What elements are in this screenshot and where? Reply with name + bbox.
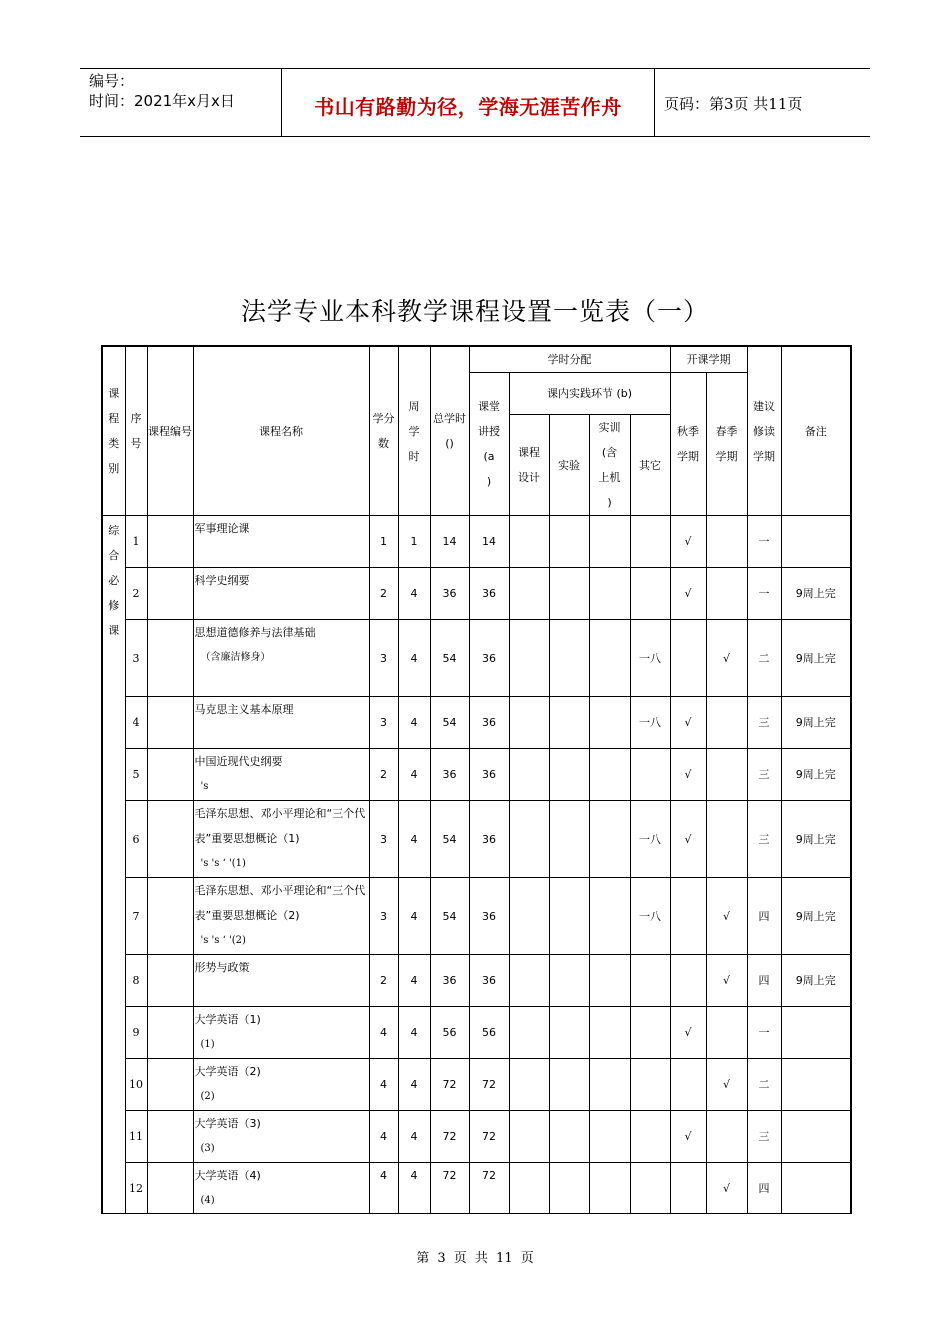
course-name: 大学英语（2) [194, 1065, 261, 1078]
seq-cell: 8 [125, 955, 147, 1007]
total-hours-cell: 72 [430, 1111, 469, 1163]
header-practice: 课内实践环节 (b) [509, 373, 670, 415]
course-name-cell [193, 801, 369, 878]
course-name-sub: 's 's ‘ '(2) [200, 935, 246, 946]
autumn-cell [670, 1059, 706, 1111]
table-row [102, 1111, 851, 1163]
seq-cell: 4 [125, 697, 147, 749]
code-cell [147, 878, 193, 955]
total-hours-cell: 56 [430, 1007, 469, 1059]
design-cell [509, 1007, 549, 1059]
course-name-cell [193, 1007, 369, 1059]
autumn-cell [670, 620, 706, 697]
training-cell [589, 1007, 630, 1059]
seq-cell: 3 [125, 620, 147, 697]
credits-cell: 2 [369, 568, 398, 620]
header-suggested [747, 346, 781, 516]
header-remark: 备注 [781, 346, 851, 516]
design-cell [509, 568, 549, 620]
remark-cell [781, 516, 851, 568]
total-hours-cell: 36 [430, 568, 469, 620]
credits-cell: 3 [369, 878, 398, 955]
total-hours-cell: 54 [430, 620, 469, 697]
design-cell [509, 955, 549, 1007]
header-total-hours-text: 总学时 () [433, 412, 466, 450]
other-cell [630, 749, 670, 801]
credits-cell: 3 [369, 697, 398, 749]
total-hours-cell: 72 [430, 1163, 469, 1214]
page-footer: 第 3 页 共 11 页 [416, 1251, 534, 1266]
lecture-cell: 56 [469, 1007, 509, 1059]
week-hours-cell: 4 [398, 749, 430, 801]
table-row [102, 620, 851, 697]
header-week-hours [398, 346, 430, 516]
design-cell [509, 801, 549, 878]
remark-cell [781, 1163, 851, 1214]
header-lecture [469, 373, 509, 516]
autumn-cell: √ [670, 749, 706, 801]
course-name-cell [193, 697, 369, 749]
course-name: 大学英语（4) [194, 1169, 261, 1182]
seq-cell: 11 [125, 1111, 147, 1163]
autumn-cell: √ [670, 697, 706, 749]
table-row [102, 801, 851, 878]
design-cell [509, 1163, 549, 1214]
other-cell [630, 955, 670, 1007]
training-cell [589, 516, 630, 568]
table-row [102, 697, 851, 749]
spring-cell: √ [706, 1163, 747, 1214]
suggested-cell: 二 [747, 1059, 781, 1111]
header-category-text: 课 程 类 别 [108, 387, 120, 475]
course-name: 形势与政策 [194, 961, 250, 974]
training-cell [589, 1059, 630, 1111]
week-hours-cell: 4 [398, 568, 430, 620]
training-cell [589, 697, 630, 749]
course-name-sub: 's [200, 781, 209, 792]
other-cell: 一八 [630, 620, 670, 697]
remark-cell: 9周上完 [781, 749, 851, 801]
experiment-cell [549, 516, 589, 568]
spring-cell [706, 516, 747, 568]
remark-cell: 9周上完 [781, 568, 851, 620]
course-name-sub: (1) [200, 1039, 215, 1050]
week-hours-cell: 4 [398, 697, 430, 749]
code-cell [147, 955, 193, 1007]
experiment-cell [549, 1007, 589, 1059]
training-cell [589, 568, 630, 620]
header-divider [654, 69, 655, 136]
header-seq-text: 序 号 [130, 412, 142, 450]
design-cell [509, 878, 549, 955]
header-seq [125, 346, 147, 516]
autumn-cell [670, 878, 706, 955]
training-cell [589, 749, 630, 801]
lecture-cell: 36 [469, 955, 509, 1007]
autumn-cell [670, 1163, 706, 1214]
course-name: 中国近现代史纲要 [194, 755, 283, 768]
lecture-cell: 36 [469, 568, 509, 620]
design-cell [509, 620, 549, 697]
header-hours-distribution: 学时分配 [469, 346, 670, 373]
spring-cell [706, 801, 747, 878]
table-row [102, 878, 851, 955]
week-hours-cell: 4 [398, 878, 430, 955]
other-cell [630, 516, 670, 568]
autumn-cell: √ [670, 1111, 706, 1163]
header-credits [369, 346, 398, 516]
experiment-cell [549, 955, 589, 1007]
code-cell [147, 620, 193, 697]
lecture-cell: 14 [469, 516, 509, 568]
remark-cell: 9周上完 [781, 620, 851, 697]
experiment-cell [549, 1059, 589, 1111]
total-hours-cell: 54 [430, 697, 469, 749]
header-autumn-text: 秋季 学期 [677, 425, 699, 463]
code-cell [147, 1007, 193, 1059]
header-page-info: 页码：第3页 共11页 [664, 95, 803, 113]
remark-cell: 9周上完 [781, 878, 851, 955]
code-cell [147, 1163, 193, 1214]
training-cell [589, 878, 630, 955]
credits-cell: 2 [369, 955, 398, 1007]
header-experiment: 实验 [549, 415, 589, 516]
table-row [102, 749, 851, 801]
total-hours-cell: 54 [430, 878, 469, 955]
category-cell [102, 516, 125, 1214]
credits-cell: 4 [369, 1007, 398, 1059]
course-name: 大学英语（3) [194, 1117, 261, 1130]
header-meta [89, 71, 235, 111]
header-credits-text: 学分 数 [372, 412, 395, 450]
suggested-cell: 二 [747, 620, 781, 697]
experiment-cell [549, 1111, 589, 1163]
header-suggested-text: 建议 修读 学期 [753, 399, 775, 463]
header-motto: 书山有路勤为径，学海无涯苦作舟 [314, 95, 622, 119]
suggested-cell: 四 [747, 955, 781, 1007]
suggested-cell: 一 [747, 1007, 781, 1059]
autumn-cell [670, 955, 706, 1007]
week-hours-cell: 4 [398, 620, 430, 697]
other-cell: 一八 [630, 697, 670, 749]
table-row [102, 1163, 851, 1214]
lecture-cell: 36 [469, 878, 509, 955]
header-week-hours-text: 周 学 时 [408, 399, 420, 463]
lecture-cell: 36 [469, 697, 509, 749]
course-name-cell [193, 1111, 369, 1163]
course-name-sub: 's 's ‘ '(1) [200, 858, 246, 869]
seq-cell: 2 [125, 568, 147, 620]
week-hours-cell: 4 [398, 801, 430, 878]
code-cell [147, 1059, 193, 1111]
remark-cell: 9周上完 [781, 955, 851, 1007]
header-spring [706, 373, 747, 516]
table-row [102, 516, 851, 568]
week-hours-cell: 4 [398, 1007, 430, 1059]
course-name: 思想道德修养与法律基础 [194, 626, 316, 639]
spring-cell: √ [706, 1059, 747, 1111]
other-cell: 一八 [630, 878, 670, 955]
category-label: 综 合 必 修 课 [108, 524, 120, 637]
training-cell [589, 1163, 630, 1214]
credits-cell: 3 [369, 620, 398, 697]
code-cell [147, 697, 193, 749]
course-name-cell [193, 955, 369, 1007]
experiment-cell [549, 1163, 589, 1214]
spring-cell: √ [706, 878, 747, 955]
spring-cell [706, 568, 747, 620]
course-name: 军事理论课 [194, 522, 250, 535]
credits-cell: 4 [369, 1163, 398, 1214]
seq-cell: 5 [125, 749, 147, 801]
code-cell [147, 1111, 193, 1163]
seq-cell: 1 [125, 516, 147, 568]
other-cell [630, 1163, 670, 1214]
week-hours-cell: 4 [398, 1163, 430, 1214]
lecture-cell: 36 [469, 620, 509, 697]
total-hours-cell: 36 [430, 955, 469, 1007]
experiment-cell [549, 749, 589, 801]
course-name-cell [193, 749, 369, 801]
design-cell [509, 749, 549, 801]
remark-cell: 9周上完 [781, 801, 851, 878]
seq-cell: 7 [125, 878, 147, 955]
design-cell [509, 1059, 549, 1111]
other-cell: 一八 [630, 801, 670, 878]
total-hours-cell: 72 [430, 1059, 469, 1111]
suggested-cell: 一 [747, 516, 781, 568]
course-name-sub: (3) [200, 1143, 215, 1154]
credits-cell: 1 [369, 516, 398, 568]
spring-cell: √ [706, 620, 747, 697]
code-cell [147, 516, 193, 568]
suggested-cell: 三 [747, 1111, 781, 1163]
seq-cell: 9 [125, 1007, 147, 1059]
course-table-body [102, 516, 851, 1214]
autumn-cell: √ [670, 801, 706, 878]
code-cell [147, 749, 193, 801]
course-name-cell [193, 516, 369, 568]
header-category [102, 346, 125, 516]
suggested-cell: 三 [747, 749, 781, 801]
seq-cell: 12 [125, 1163, 147, 1214]
experiment-cell [549, 697, 589, 749]
seq-cell: 6 [125, 801, 147, 878]
design-cell [509, 1111, 549, 1163]
credits-cell: 4 [369, 1111, 398, 1163]
table-left-edge [101, 1185, 103, 1193]
spring-cell [706, 697, 747, 749]
credits-cell: 2 [369, 749, 398, 801]
course-name-cell [193, 568, 369, 620]
autumn-cell: √ [670, 1007, 706, 1059]
header-semester: 开课学期 [670, 346, 747, 373]
week-hours-cell: 4 [398, 1059, 430, 1111]
document-title: 法学专业本科教学课程设置一览表（一） [240, 297, 709, 326]
spring-cell [706, 1111, 747, 1163]
suggested-cell: 一 [747, 568, 781, 620]
header-name: 课程名称 [193, 346, 369, 516]
header-design [509, 415, 549, 516]
lecture-cell: 72 [469, 1059, 509, 1111]
experiment-cell [549, 620, 589, 697]
other-cell [630, 1111, 670, 1163]
other-cell [630, 568, 670, 620]
course-name-cell [193, 620, 369, 697]
seq-cell: 10 [125, 1059, 147, 1111]
header-training [589, 415, 630, 516]
course-name-cell [193, 1059, 369, 1111]
lecture-cell: 36 [469, 749, 509, 801]
experiment-cell [549, 878, 589, 955]
remark-cell [781, 1059, 851, 1111]
week-hours-cell: 1 [398, 516, 430, 568]
table-row [102, 568, 851, 620]
remark-cell [781, 1007, 851, 1059]
training-cell [589, 1111, 630, 1163]
training-cell [589, 620, 630, 697]
autumn-cell: √ [670, 516, 706, 568]
total-hours-cell: 36 [430, 749, 469, 801]
other-cell [630, 1007, 670, 1059]
suggested-cell: 四 [747, 1163, 781, 1214]
design-cell [509, 697, 549, 749]
code-cell [147, 568, 193, 620]
spring-cell: √ [706, 955, 747, 1007]
header-lecture-text: 课堂 讲授 (a ) [478, 400, 500, 488]
lecture-cell: 72 [469, 1111, 509, 1163]
header-code: 课程编号 [147, 346, 193, 516]
training-cell [589, 955, 630, 1007]
week-hours-cell: 4 [398, 955, 430, 1007]
header-spring-text: 春季 学期 [715, 425, 738, 463]
header-other: 其它 [630, 415, 670, 516]
remark-cell: 9周上完 [781, 697, 851, 749]
total-hours-cell: 54 [430, 801, 469, 878]
experiment-cell [549, 568, 589, 620]
week-hours-cell: 4 [398, 1111, 430, 1163]
design-cell [509, 516, 549, 568]
course-name: 科学史纲要 [194, 574, 250, 587]
spring-cell [706, 1007, 747, 1059]
course-name-cell [193, 878, 369, 955]
table-row [102, 1007, 851, 1059]
spring-cell [706, 749, 747, 801]
document-time-label: 时间：2021年x月x日 [89, 92, 235, 110]
header-design-text: 课程 设计 [518, 446, 540, 484]
course-name: 毛泽东思想、邓小平理论和“三个代表”重要思想概论（1) [194, 807, 366, 845]
remark-cell [781, 1111, 851, 1163]
course-name-sub: （含廉洁修身） [200, 652, 271, 663]
code-cell [147, 801, 193, 878]
autumn-cell: √ [670, 568, 706, 620]
other-cell [630, 1059, 670, 1111]
header-training-text: 实训 (含 上机 ) [598, 421, 621, 509]
lecture-cell: 36 [469, 801, 509, 878]
lecture-cell: 72 [469, 1163, 509, 1214]
total-hours-cell: 14 [430, 516, 469, 568]
table-row [102, 955, 851, 1007]
course-name: 大学英语（1) [194, 1013, 261, 1026]
course-name: 毛泽东思想、邓小平理论和“三个代表”重要思想概论（2) [194, 884, 366, 922]
training-cell [589, 801, 630, 878]
suggested-cell: 三 [747, 697, 781, 749]
course-table [101, 345, 852, 1214]
suggested-cell: 四 [747, 878, 781, 955]
suggested-cell: 三 [747, 801, 781, 878]
credits-cell: 4 [369, 1059, 398, 1111]
course-name-cell [193, 1163, 369, 1214]
course-name-sub: (2) [200, 1091, 215, 1102]
page-header [80, 68, 870, 137]
table-row [102, 1059, 851, 1111]
experiment-cell [549, 801, 589, 878]
header-autumn [670, 373, 706, 516]
credits-cell: 3 [369, 801, 398, 878]
header-total-hours [430, 346, 469, 516]
course-name-sub: (4) [200, 1195, 215, 1206]
course-name: 马克思主义基本原理 [194, 703, 294, 716]
document-number-label: 编号： [89, 72, 135, 90]
